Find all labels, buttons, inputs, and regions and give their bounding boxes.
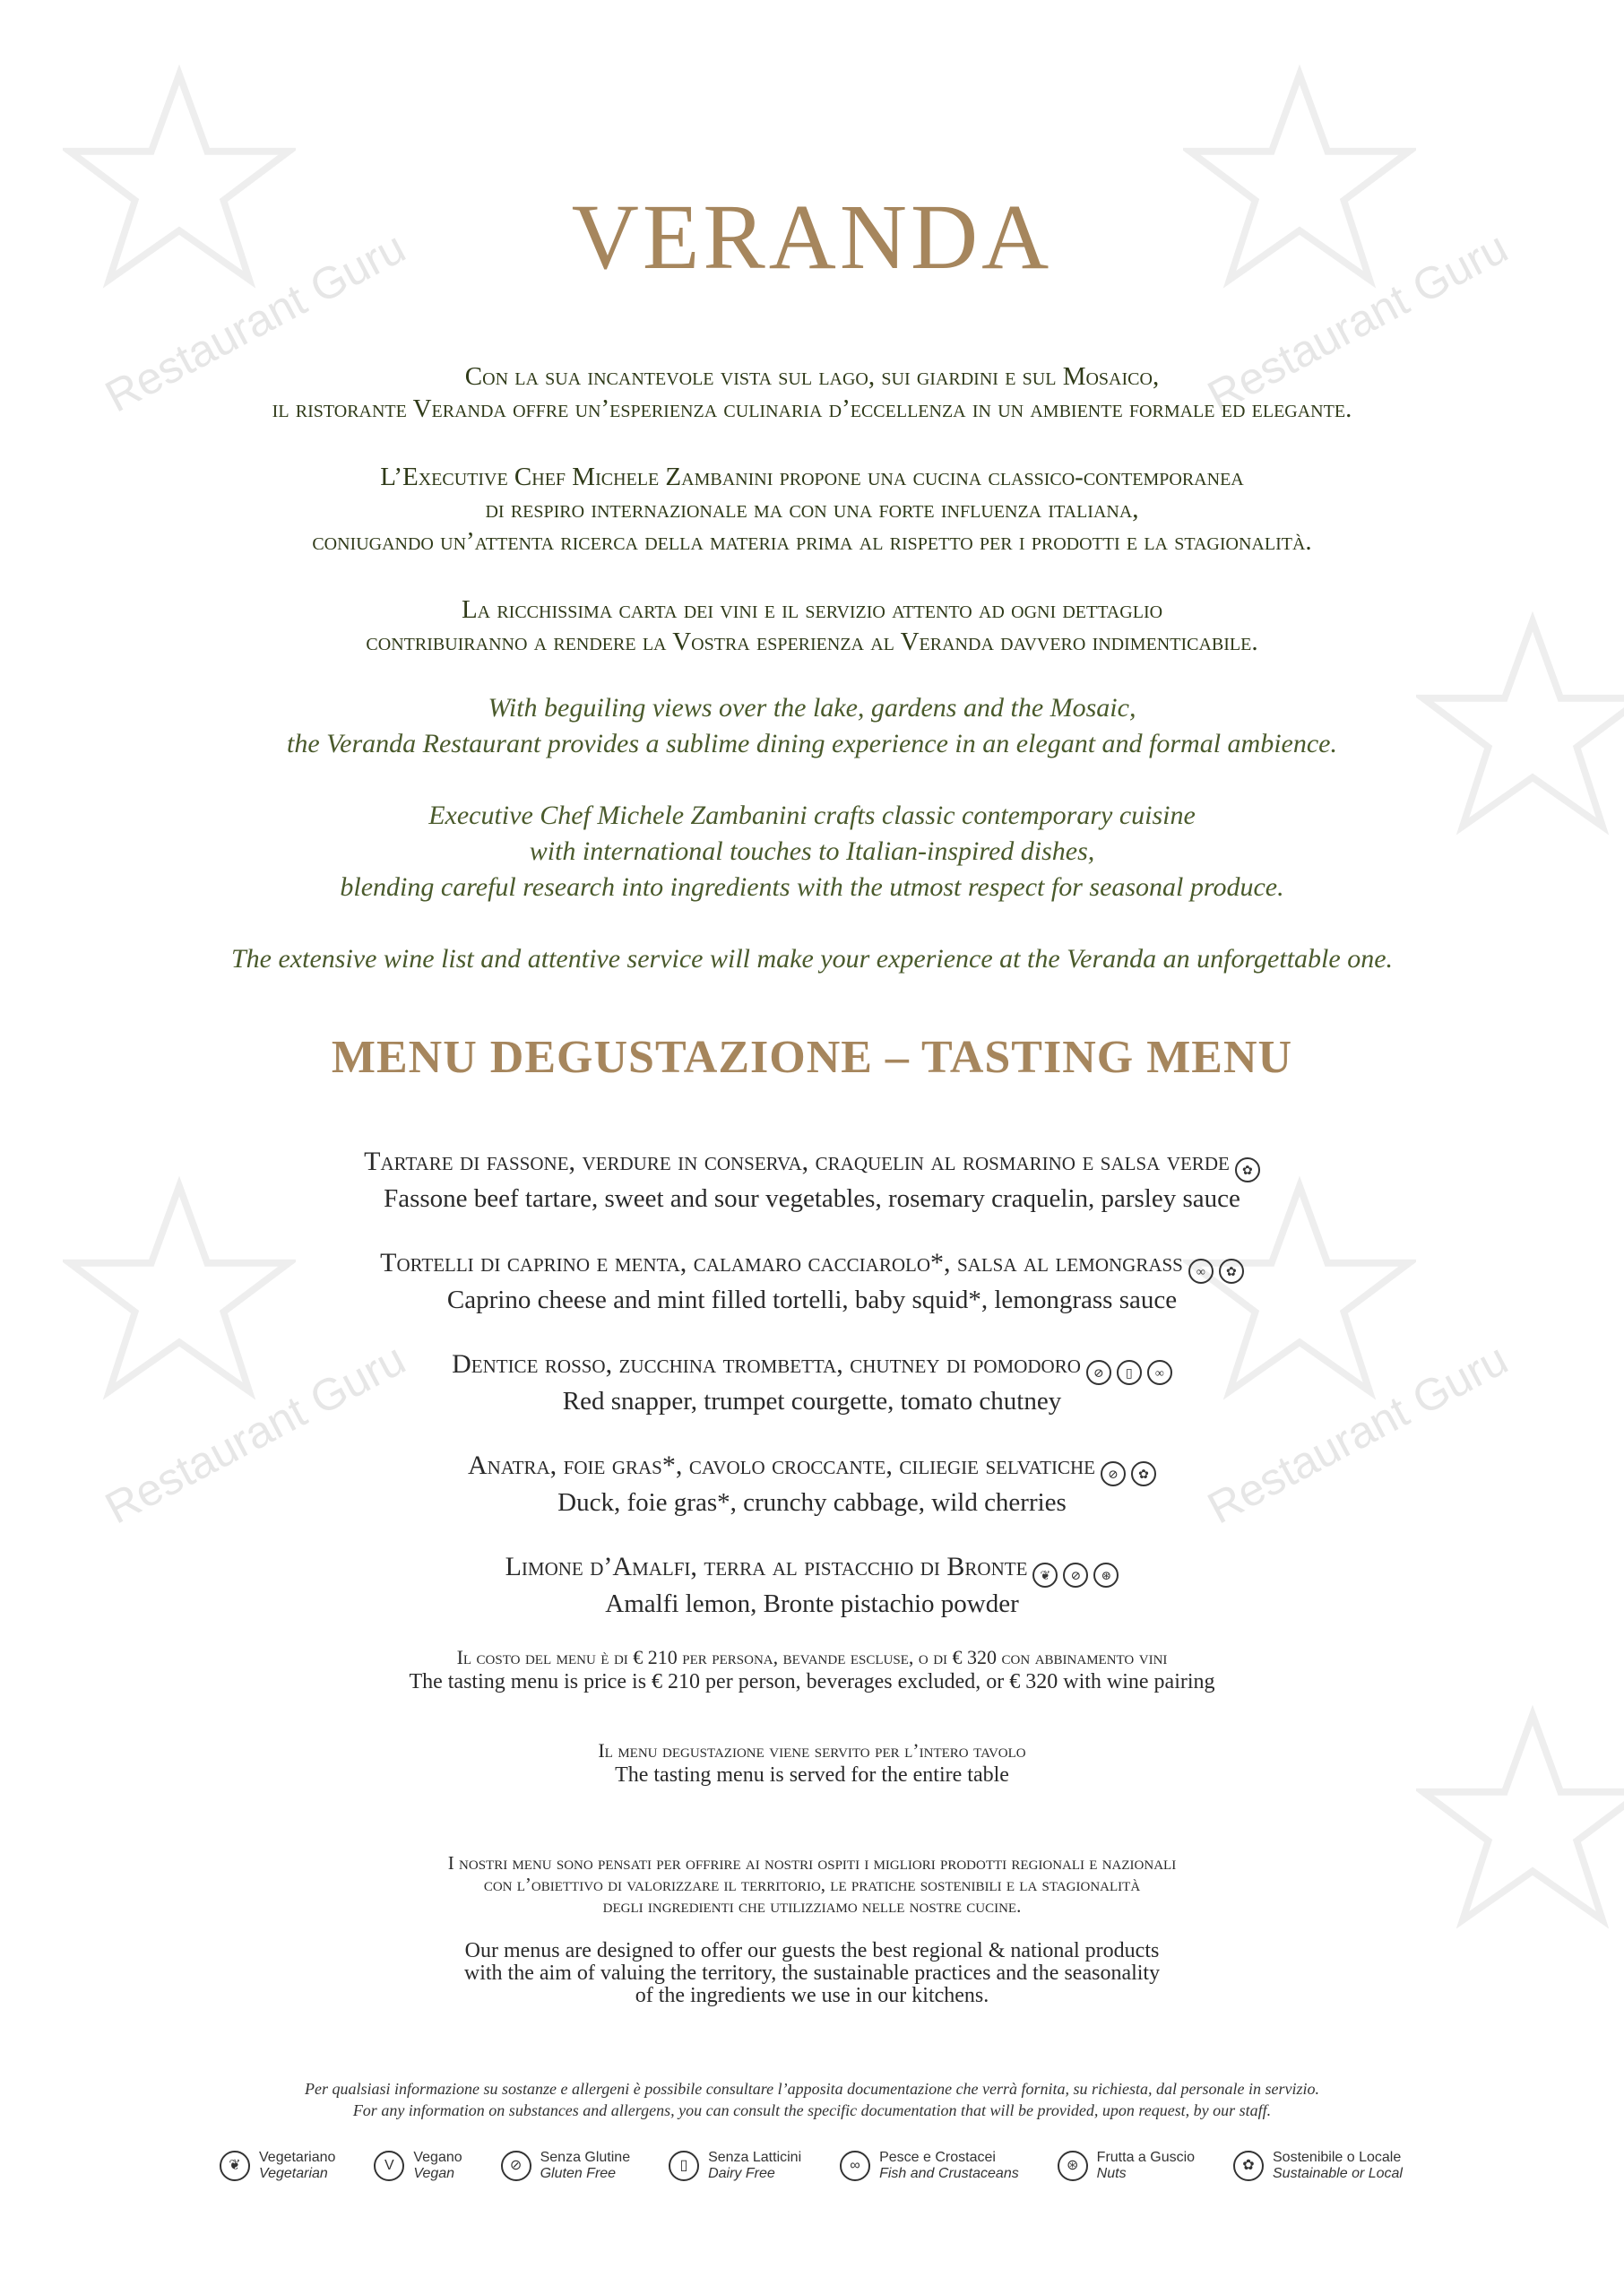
legend-sustainable (1233, 2150, 1403, 2182)
fish-icon: ∞ (1188, 1259, 1214, 1284)
intro-en-paragraph (0, 798, 1624, 905)
intro-italian (0, 360, 1624, 694)
dish-name-it (0, 1551, 1624, 1588)
legend-label-it: Pesce e Crostacei (879, 2150, 996, 2165)
price-text-en: The tasting menu is price is € 210 per person, beverages excluded, or € 320 with wine pairing (409, 1670, 1215, 1693)
dish-name-it-text: Dentice rosso, zucchina trombetta, chutney di pomodoro (452, 1349, 1081, 1379)
philosophy-en-line: with the aim of valuing the territory, the sustainable practices and the seasonality (463, 1962, 1161, 1985)
sustainable-icon: ✿ (1131, 1461, 1156, 1486)
vegetarian-icon: ❦ (220, 2151, 250, 2181)
sustainable-icon: ✿ (1219, 1259, 1244, 1284)
intro-it-line: L’Executive Chef Michele Zambanini propone una cucina classico-contemporanea (380, 463, 1244, 491)
legend-label-en: Gluten Free (540, 2166, 617, 2181)
watermark-text: Restaurant Guru (1199, 221, 1516, 422)
fish-icon: ∞ (840, 2151, 870, 2181)
intro-it-line: di respiro internazionale ma con una forte influenza italiana, (485, 495, 1139, 524)
restaurant-title: VERANDA (571, 186, 1053, 289)
watermark-text: Restaurant Guru (1199, 1333, 1516, 1534)
intro-it-line: Con la sua incantevole vista sul lago, sui giardini e sul Mosaico, (464, 362, 1160, 391)
dish-item (0, 1348, 1624, 1417)
intro-en-line: The extensive wine list and attentive service will make your experience at the Veranda an unforgettable one. (230, 944, 1394, 974)
intro-en-line: blending careful research into ingredients with the utmost respect for seasonal produce. (340, 872, 1284, 902)
legend-label-en: Fish and Crustaceans (879, 2166, 1019, 2181)
legend-vegan (374, 2150, 462, 2182)
intro-en-line: Executive Chef Michele Zambanini crafts classic contemporary cuisine (428, 801, 1196, 830)
legend-vegetarian (220, 2150, 335, 2182)
intro-it-line: La ricchissima carta dei vini e il servizio attento ad ogni dettaglio (461, 595, 1163, 624)
intro-it-line: contribuiranno a rendere la Vostra esperienza al Veranda davvero indimenticabile. (366, 628, 1258, 656)
dish-name-it (0, 1146, 1624, 1182)
intro-en-paragraph (0, 941, 1624, 977)
legend-label-en: Dairy Free (708, 2166, 775, 2181)
intro-it-paragraph (0, 593, 1624, 658)
legend-label-it: Frutta a Guscio (1096, 2150, 1196, 2165)
tasting-menu-title: MENU DEGUSTAZIONE – TASTING MENU (331, 1032, 1293, 1083)
nuts-icon: ⊛ (1058, 2151, 1088, 2181)
served-info (0, 1739, 1624, 1788)
intro-en-paragraph (0, 690, 1624, 762)
allergen-note-en: For any information on substances and allergens, you can consult the specific documentation that will be provided, upon request, by our staff. (352, 2101, 1272, 2119)
dish-item (0, 1450, 1624, 1519)
philosophy-it-line: I nostri menu sono pensati per offrire ai nostri ospiti i migliori prodotti regionali e nazionali (447, 1852, 1177, 1874)
gluten-free-icon: ⊘ (1101, 1461, 1126, 1486)
intro-it-paragraph (0, 360, 1624, 425)
intro-en-line: with international touches to Italian-inspired dishes, (529, 836, 1095, 866)
sustainable-icon: ✿ (1233, 2151, 1264, 2181)
philosophy-it-line: degli ingredienti che utilizziamo nelle nostre cucine. (602, 1895, 1022, 1917)
dish-name-it (0, 1348, 1624, 1385)
legend-label-en: Vegetarian (259, 2166, 328, 2181)
intro-it-line: coniugando un’attenta ricerca della materia prima al rispetto per i prodotti e la stagionalità. (312, 527, 1312, 556)
dish-name-it (0, 1247, 1624, 1284)
watermark-text: Restaurant Guru (97, 1333, 414, 1534)
intro-it-paragraph (0, 461, 1624, 558)
gluten-free-icon: ⊘ (1063, 1563, 1088, 1588)
dairy-free-icon: ▯ (1117, 1360, 1142, 1385)
price-info (0, 1646, 1624, 1694)
sustainable-icon: ✿ (1235, 1157, 1260, 1182)
dish-name-en: Amalfi lemon, Bronte pistachio powder (605, 1589, 1019, 1618)
philosophy-en-line: Our menus are designed to offer our guests the best regional & national products (464, 1939, 1160, 1962)
dish-item (0, 1146, 1624, 1215)
legend-label-en: Sustainable or Local (1273, 2166, 1403, 2181)
legend-dairy-free (669, 2150, 801, 2182)
dish-item (0, 1247, 1624, 1316)
allergen-legend (220, 2150, 1403, 2182)
dairy-free-icon: ▯ (669, 2151, 699, 2181)
legend-label-it: Sostenibile o Locale (1273, 2150, 1402, 2165)
dish-name-it-text: Tartare di fassone, verdure in conserva, craquelin al rosmarino e salsa verde (364, 1147, 1230, 1176)
legend-label-it: Senza Latticini (708, 2150, 802, 2165)
dish-name-it (0, 1450, 1624, 1486)
legend-nuts (1058, 2150, 1195, 2182)
fish-icon: ∞ (1147, 1360, 1172, 1385)
intro-en-line: With beguiling views over the lake, gardens and the Mosaic, (488, 693, 1136, 723)
dish-name-en: Red snapper, trumpet courgette, tomato chutney (562, 1387, 1062, 1416)
legend-label-it: Vegetariano (259, 2150, 336, 2165)
dish-name-it-text: Tortelli di caprino e menta, calamaro cacciarolo*, salsa al lemongrass (380, 1248, 1183, 1277)
allergen-note-it: Per qualsiasi informazione su sostanze e allergeni è possibile consultare l’apposita documentazione che verrà fornita, su richiesta, dal personale in servizio. (304, 2080, 1320, 2098)
philosophy-en (0, 1940, 1624, 2007)
dish-list (0, 1146, 1624, 1652)
served-text-it: Il menu degustazione viene servito per l’intero tavolo (598, 1739, 1026, 1762)
legend-label-en: Nuts (1096, 2166, 1127, 2181)
philosophy-it-line: con l’obiettivo di valorizzare il territorio, le pratiche sostenibili e la stagionalità (483, 1874, 1141, 1895)
legend-label-en: Vegan (413, 2166, 455, 2181)
legend-label-it: Vegano (413, 2150, 462, 2165)
watermark-text: Restaurant Guru (97, 221, 414, 422)
legend-label-it: Senza Glutine (540, 2150, 631, 2165)
philosophy-it (0, 1852, 1624, 1917)
gluten-free-icon: ⊘ (1086, 1360, 1111, 1385)
served-text-en: The tasting menu is served for the entire table (615, 1763, 1009, 1787)
dish-name-it-text: Anatra, foie gras*, cavolo croccante, ciliegie selvatiche (468, 1451, 1095, 1480)
gluten-free-icon: ⊘ (501, 2151, 531, 2181)
vegetarian-icon: ❦ (1032, 1563, 1058, 1588)
vegan-icon: V (374, 2151, 404, 2181)
nuts-icon: ⊛ (1093, 1563, 1119, 1588)
dish-name-it-text: Limone d’Amalfi, terra al pistacchio di Bronte (505, 1552, 1028, 1581)
dish-name-en: Duck, foie gras*, crunchy cabbage, wild cherries (557, 1488, 1067, 1517)
intro-it-line: il ristorante Veranda offre un’esperienza culinaria d’eccellenza in un ambiente formale ed elegante. (272, 394, 1352, 423)
price-text-it: Il costo del menu è di € 210 per persona, bevande escluse, o di € 320 con abbinamento vini (456, 1646, 1168, 1668)
dish-item (0, 1551, 1624, 1620)
intro-en-line: the Veranda Restaurant provides a sublime dining experience in an elegant and formal ambience. (287, 729, 1337, 758)
legend-fish (840, 2150, 1019, 2182)
philosophy-en-line: of the ingredients we use in our kitchens. (635, 1984, 989, 2007)
dish-name-en: Fassone beef tartare, sweet and sour vegetables, rosemary craquelin, parsley sauce (384, 1184, 1240, 1213)
intro-english (0, 690, 1624, 1013)
legend-gluten-free (501, 2150, 631, 2182)
dish-name-en: Caprino cheese and mint filled tortelli, baby squid*, lemongrass sauce (446, 1286, 1178, 1314)
